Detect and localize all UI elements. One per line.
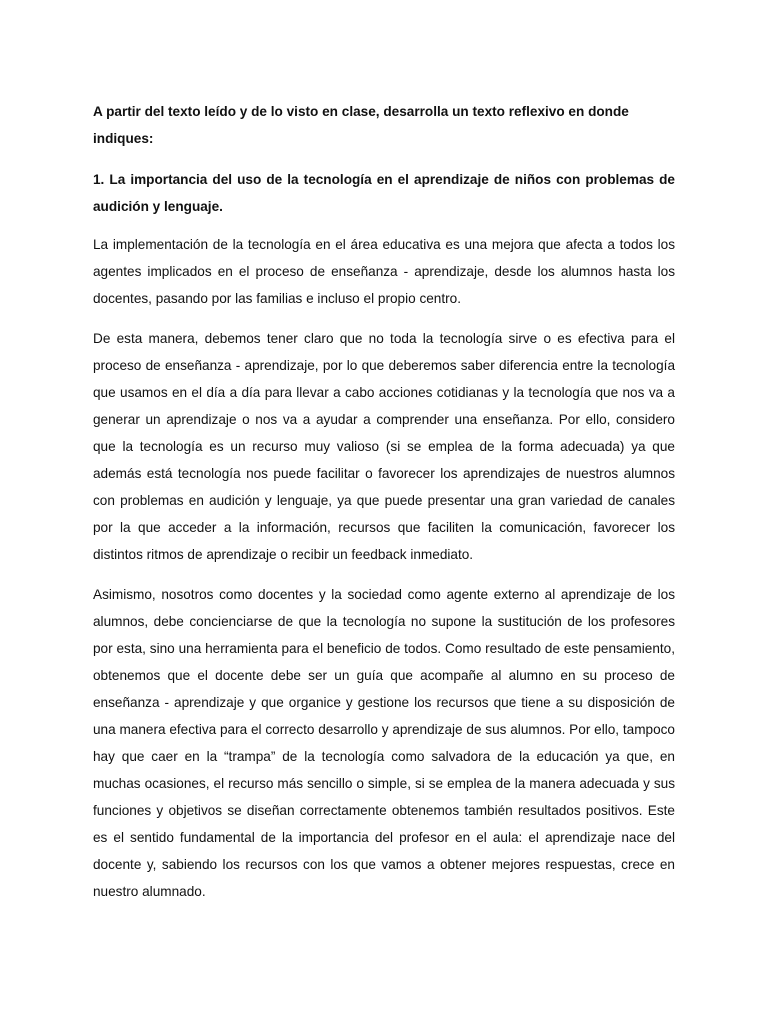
paragraph-implementation: La implementación de la tecnología en el área educativa es una mejora que afecta a todos los agentes implicados en el proceso de enseñanza - aprendizaje, desde los alumnos hasta los docentes, pasando por las familias e incluso el propio centro. [93, 237, 675, 306]
paragraph-technology-value: De esta manera, debemos tener claro que no toda la tecnología sirve o es efectiva para el proceso de enseñanza - aprendizaje, por lo que deberemos saber diferencia entre la tecnología que usamos en el día a día para llevar a cabo acciones cotidianas y la tecnología que nos va a generar un aprendizaje o nos va a ayudar a comprender una enseñanza. Por ello, considero que la tecnología es un recurso muy valioso (si se emplea de la forma adecuada) ya que además está tecnología nos puede facilitar o favorecer los aprendizajes de nuestros alumnos con problemas en audición y lenguaje, ya que puede presentar una gran variedad de canales por la que acceder a la información, recursos que faciliten la comunicación, favorecer los distintos ritmos de aprendizaje o recibir un feedback inmediato. [93, 331, 675, 562]
question-title: 1. La importancia del uso de la tecnología en el aprendizaje de niños con problemas de audición y lenguaje. [93, 172, 675, 214]
paragraph-teacher-role: Asimismo, nosotros como docentes y la sociedad como agente externo al aprendizaje de los alumnos, debe concienciarse de que la tecnología no supone la sustitución de los profesores por esta, sino una herramienta para el beneficio de todos. Como resultado de este pensamiento, obtenemos que el docente debe ser un guía que acompañe al alumno en su proceso de enseñanza - aprendizaje y que organice y gestione los recursos que tiene a su disposición de una manera efectiva para el correcto desarrollo y aprendizaje de sus alumnos. Por ello, tampoco hay que caer en la “trampa” de la tecnología como salvadora de la educación ya que, en muchas ocasiones, el recurso más sencillo o simple, si se emplea de la manera adecuada y sus funciones y objetivos se diseñan correctamente obtenemos también resultados positivos. Este es el sentido fundamental de la importancia del profesor en el aula: el aprendizaje nace del docente y, sabiendo los recursos con los que vamos a obtener mejores respuestas, crece en nuestro alumnado. [93, 587, 675, 899]
assignment-heading: A partir del texto leído y de lo visto en clase, desarrolla un texto reflexivo en donde indiques: [93, 104, 629, 146]
document-page [93, 98, 675, 918]
